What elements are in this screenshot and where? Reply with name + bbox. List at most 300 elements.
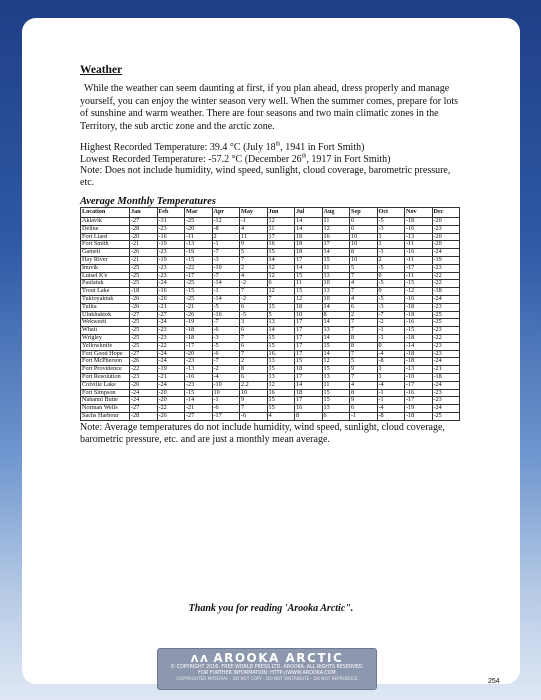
temperature-cell: -12	[405, 288, 433, 296]
temperature-records	[80, 142, 460, 188]
temperature-cell: 4	[267, 412, 295, 420]
temperature-cell: -24	[130, 397, 158, 405]
temperature-cell: 17	[322, 241, 350, 249]
table-row	[81, 225, 460, 233]
temperature-cell: -5	[212, 342, 240, 350]
temperature-cell: 7	[350, 327, 378, 335]
temperature-cell: -10	[212, 264, 240, 272]
temperature-cell: -22	[432, 334, 460, 342]
column-header-month: Mar	[185, 208, 213, 218]
temperature-cell: 7	[350, 272, 378, 280]
temperature-cell: 14	[295, 381, 323, 389]
temperature-cell: -11	[185, 233, 213, 241]
temperature-cell: 10	[322, 295, 350, 303]
temperature-cell: -17	[405, 397, 433, 405]
temperature-cell: 18	[295, 366, 323, 374]
temperature-cell: -26	[157, 295, 185, 303]
temperature-cell: -14	[405, 342, 433, 350]
temperature-cell: 14	[322, 319, 350, 327]
temperature-cell: -16	[405, 249, 433, 257]
temperature-cell: -14	[212, 295, 240, 303]
temperature-cell: -23	[432, 264, 460, 272]
temperature-cell: -20	[157, 389, 185, 397]
temperature-cell: -3	[377, 303, 405, 311]
temperature-cell: -18	[405, 311, 433, 319]
temperature-cell: 6	[240, 303, 268, 311]
temperature-cell: 10	[295, 311, 323, 319]
temperature-cell: 14	[322, 303, 350, 311]
temperature-cell: -17	[212, 412, 240, 420]
temperature-cell: 14	[267, 256, 295, 264]
temperature-cell: -20	[432, 241, 460, 249]
temperature-cell: -15	[185, 256, 213, 264]
temperature-cell: -25	[130, 272, 158, 280]
temperature-cell: 7	[240, 256, 268, 264]
temperature-cell: -4	[377, 350, 405, 358]
location-cell: Lutsel K'e	[81, 272, 130, 280]
temperature-cell: -6	[212, 405, 240, 413]
temperature-cell: 13	[322, 288, 350, 296]
temperature-cell: -3	[377, 225, 405, 233]
temperature-cell: 7	[240, 350, 268, 358]
temperature-cell: -21	[185, 303, 213, 311]
temperature-cell: -28	[130, 225, 158, 233]
location-cell: Yellowknife	[81, 342, 130, 350]
location-cell: Wrigley	[81, 334, 130, 342]
table-body	[81, 218, 460, 421]
temperature-cell: 16	[267, 389, 295, 397]
temperature-cell: 2	[212, 233, 240, 241]
temperature-cell: 2.2	[240, 381, 268, 389]
temperature-cell: -14	[185, 397, 213, 405]
temperature-cell: 1	[377, 241, 405, 249]
temperature-cell: -21	[130, 241, 158, 249]
temperature-cell: 5	[240, 249, 268, 257]
table-header-row	[81, 208, 460, 218]
temperature-cell: -15	[185, 389, 213, 397]
temperature-cell: 2	[240, 358, 268, 366]
temperature-cell: -18	[405, 218, 433, 226]
temperature-cell: 17	[295, 342, 323, 350]
column-header-month: Aug	[322, 208, 350, 218]
temperature-cell: -4	[377, 381, 405, 389]
temperature-cell: 11	[322, 264, 350, 272]
temperature-cell: 3	[240, 319, 268, 327]
temperature-cell: 10	[240, 389, 268, 397]
temperature-cell: -19	[157, 241, 185, 249]
temperature-cell: -23	[185, 381, 213, 389]
temperature-cell: 15	[322, 256, 350, 264]
temperature-cell: 15	[267, 334, 295, 342]
temperature-cell: -23	[157, 334, 185, 342]
temperature-cell: -7	[212, 272, 240, 280]
temperature-cell: 18	[295, 241, 323, 249]
temperature-cell: -22	[185, 264, 213, 272]
temperature-cell: 13	[267, 373, 295, 381]
temperature-cell: 18	[295, 249, 323, 257]
temperature-cell: 17	[295, 256, 323, 264]
temperature-cell: 16.	[267, 350, 295, 358]
temperature-cell: 13	[267, 319, 295, 327]
temperature-cell: -26	[130, 295, 158, 303]
temperature-cell: 15	[267, 405, 295, 413]
temperature-cell: -25	[130, 280, 158, 288]
temperature-cell: -1	[240, 218, 268, 226]
temperature-cell: 7	[240, 334, 268, 342]
temperature-cell: -25	[130, 319, 158, 327]
temperature-cell: -24	[157, 280, 185, 288]
location-cell: Fort Simpson	[81, 389, 130, 397]
temperature-cell: -18	[432, 373, 460, 381]
temperature-cell: -27	[130, 311, 158, 319]
temperature-cell: 11	[295, 280, 323, 288]
temperature-cell: -1	[377, 327, 405, 335]
temperature-cell: -24	[432, 295, 460, 303]
column-header-month: May	[240, 208, 268, 218]
page-number: 254	[488, 678, 500, 685]
temperature-cell: 14	[322, 334, 350, 342]
location-cell: Paulatuk	[81, 280, 130, 288]
temperature-cell: 1	[377, 233, 405, 241]
temperature-cell: -18	[185, 327, 213, 335]
temperature-cell: -22	[432, 272, 460, 280]
location-cell: Tulita	[81, 303, 130, 311]
temperature-cell: -19	[185, 249, 213, 257]
temperature-cell: -23	[157, 249, 185, 257]
temperature-cell: 15	[295, 288, 323, 296]
temperature-cell: 10	[322, 280, 350, 288]
temperature-cell: 15	[267, 366, 295, 374]
temperature-cell: 15	[295, 358, 323, 366]
temperature-cell: -15	[405, 327, 433, 335]
temperature-cell: -3	[212, 334, 240, 342]
temperature-cell: -18	[405, 358, 433, 366]
temperature-cell: 5	[350, 264, 378, 272]
temperature-cell: -23	[432, 327, 460, 335]
temperature-cell: -25	[130, 342, 158, 350]
temperature-cell: -23	[432, 225, 460, 233]
temperature-cell: -21	[157, 373, 185, 381]
column-header-month: Jul	[295, 208, 323, 218]
temperature-cell: -15	[185, 288, 213, 296]
temperature-cell: -1	[377, 397, 405, 405]
temperature-cell: 15	[267, 342, 295, 350]
temperature-cell: -18	[405, 412, 433, 420]
temperature-cell: 16	[322, 233, 350, 241]
section-heading: Weather	[80, 64, 123, 76]
temperature-cell: -18	[405, 334, 433, 342]
footer-warning: COPYRIGHTED MATERIAL - DO NOT COPY - DO NOT DISTRIBUTE - DO NOT REPRODUCE	[176, 676, 358, 682]
temperature-cell: 15	[322, 366, 350, 374]
temperature-cell: -24	[432, 381, 460, 389]
temperature-cell: 8	[350, 334, 378, 342]
temperature-cell: 18	[295, 303, 323, 311]
temperature-cell: 6	[350, 303, 378, 311]
temperature-cell: -5	[212, 303, 240, 311]
highest-temp-text: Highest Recorded Temperature: 39.4 °C (July 18	[80, 142, 276, 153]
temperature-cell: -22	[157, 342, 185, 350]
temperature-cell: -5	[377, 218, 405, 226]
temperature-cell: 12	[322, 225, 350, 233]
temperature-cell: -6	[212, 350, 240, 358]
temperature-cell: -27	[185, 412, 213, 420]
temperature-cell: -20	[185, 225, 213, 233]
temperature-cell: -21	[157, 303, 185, 311]
temperature-cell: 7	[267, 295, 295, 303]
logo-icon: ʌʌ	[190, 651, 210, 665]
footer-copyright: © COPYRIGHT 2016. FREE WORLD PRESS LTD. AROOKA. ALL RIGHTS RESERVED.	[170, 665, 364, 670]
temperature-cell: -27	[130, 218, 158, 226]
temperature-cell: -23	[157, 327, 185, 335]
temperature-cell: 15	[267, 249, 295, 257]
temperature-cell: -5	[240, 311, 268, 319]
temperature-cell: 17	[295, 350, 323, 358]
temperature-cell: 13	[322, 272, 350, 280]
temperature-cell: 12	[267, 218, 295, 226]
temperature-cell: -26	[157, 412, 185, 420]
temperature-cell: -20	[432, 233, 460, 241]
temperature-cell: -22	[432, 280, 460, 288]
temperature-cell: -5	[377, 280, 405, 288]
temperature-cell: -24	[157, 319, 185, 327]
location-cell: Déline	[81, 225, 130, 233]
temperature-cell: -23	[432, 389, 460, 397]
highest-temp-sup: th	[275, 141, 281, 148]
temperature-cell: -26	[130, 381, 158, 389]
temperature-cell: 15	[267, 303, 295, 311]
temperature-cell: -3	[212, 256, 240, 264]
lowest-temp-text: Lowest Recorded Temperature: -57.2 °C (December 26	[80, 153, 302, 165]
temperature-cell: -7	[212, 358, 240, 366]
temperature-cell: -13	[405, 233, 433, 241]
temperature-cell: -5	[377, 264, 405, 272]
temperature-cell: -8	[377, 412, 405, 420]
location-cell: Colville Lake	[81, 381, 130, 389]
temperature-cell: 9	[350, 397, 378, 405]
temperature-cell: 17	[295, 334, 323, 342]
location-cell: Aklavik	[81, 218, 130, 226]
temperature-cell: -23	[432, 397, 460, 405]
temperature-cell: -18	[432, 288, 460, 296]
temperature-cell: 10	[350, 233, 378, 241]
temperature-cell: 16	[267, 241, 295, 249]
temperature-cell: 6	[322, 412, 350, 420]
bottom-note: Note: Average temperatures do not include humidity, wind speed, sunlight, cloud coverage, barometric pressure, etc. and are just a monthly mean average.	[80, 421, 445, 446]
temperature-cell: -19	[157, 256, 185, 264]
temperature-cell: 9	[240, 241, 268, 249]
temperature-cell: 6	[350, 405, 378, 413]
temperature-cell: -11	[405, 272, 433, 280]
temperature-cell: -23	[157, 272, 185, 280]
temperature-cell: 17	[295, 373, 323, 381]
temperature-cell: -7	[212, 249, 240, 257]
location-cell: Ulukhaktok	[81, 311, 130, 319]
temperature-cell: -24	[157, 381, 185, 389]
temperature-cell: -23	[432, 342, 460, 350]
temperature-cell: 14	[295, 264, 323, 272]
temperature-cell: 14	[295, 218, 323, 226]
temperature-cell: -17	[185, 272, 213, 280]
temperature-cell: -25	[432, 319, 460, 327]
footer-banner	[157, 648, 377, 690]
column-header-month: Jun	[267, 208, 295, 218]
temperature-cell: 15	[322, 397, 350, 405]
temperature-cell: 8	[322, 311, 350, 319]
temperature-cell: -20	[185, 350, 213, 358]
location-cell: Fort Good Hope	[81, 350, 130, 358]
temperature-cell: 6	[240, 342, 268, 350]
column-header-month: Feb	[157, 208, 185, 218]
temperature-cell: 8	[350, 249, 378, 257]
temperature-cell: 12	[267, 381, 295, 389]
temperature-cell: -13	[405, 366, 433, 374]
temperature-cell: 4	[350, 280, 378, 288]
temperature-cell: 12	[267, 272, 295, 280]
temperature-cell: -23	[157, 225, 185, 233]
location-cell: Wekweèti	[81, 319, 130, 327]
table-title: Average Monthly Temperatures	[80, 196, 216, 207]
temperature-cell: -20	[432, 218, 460, 226]
temperature-cell: -24	[157, 358, 185, 366]
temperature-cell: -19	[185, 319, 213, 327]
temperature-cell: -1	[377, 249, 405, 257]
location-cell: Gamèti	[81, 249, 130, 257]
temperature-cell: 9	[350, 366, 378, 374]
temperature-cell: -16	[212, 311, 240, 319]
temperature-cell: 6	[350, 218, 378, 226]
temperature-cell: -24	[157, 350, 185, 358]
temperature-cell: 4	[240, 225, 268, 233]
temperature-cell: -23	[432, 303, 460, 311]
temperature-cell: -13	[185, 241, 213, 249]
temperature-cell: -23	[157, 264, 185, 272]
temperature-cell: -17	[185, 342, 213, 350]
temperature-cell: -12	[212, 218, 240, 226]
temperature-cell: 0	[377, 342, 405, 350]
temperature-cell: 11	[322, 218, 350, 226]
temperature-cell: -6	[212, 327, 240, 335]
temperature-cell: 6	[350, 225, 378, 233]
temperature-cell: -1	[212, 241, 240, 249]
temperature-cell: 5	[267, 311, 295, 319]
temperature-cell: 13	[322, 405, 350, 413]
temperature-cell: 11	[267, 225, 295, 233]
location-cell: Inuvik	[81, 264, 130, 272]
temperature-cell: 18	[295, 389, 323, 397]
temperature-cell: 7	[350, 319, 378, 327]
temperature-cell: 10	[212, 389, 240, 397]
temperature-cell: -16	[157, 233, 185, 241]
temperature-cell: -25	[185, 280, 213, 288]
temperature-cell: -25	[130, 334, 158, 342]
column-header-month: Oct	[377, 208, 405, 218]
first-note: Note: Does not include humidity, wind speed, sunlight, cloud coverage, barometric pressure, etc.	[80, 165, 451, 188]
location-cell: Fort Providence	[81, 366, 130, 374]
temperature-cell: 12	[267, 264, 295, 272]
temperature-cell: 13	[322, 373, 350, 381]
temperature-cell: -16	[405, 389, 433, 397]
temperature-cell: -20	[157, 397, 185, 405]
temperature-cell: -8	[377, 358, 405, 366]
temperature-cell: -25	[432, 311, 460, 319]
column-header-month: Sep	[350, 208, 378, 218]
column-header-month: Nov	[405, 208, 433, 218]
temperature-cell: -26	[130, 358, 158, 366]
temperature-cell: 7	[240, 288, 268, 296]
temperature-cell: 14	[322, 249, 350, 257]
location-cell: Sachs Harbour	[81, 412, 130, 420]
temperature-cell: 10	[350, 241, 378, 249]
temperature-cell: -18	[405, 303, 433, 311]
table-row	[81, 412, 460, 420]
temperature-cell: -17	[405, 381, 433, 389]
temperature-cell: 12	[295, 295, 323, 303]
temperature-cell: 9	[240, 397, 268, 405]
temperature-cell: -23	[130, 373, 158, 381]
temperature-cell: -4	[377, 405, 405, 413]
table-row	[81, 381, 460, 389]
temperature-cell: 2	[350, 311, 378, 319]
temperature-cell: -13	[185, 366, 213, 374]
temperature-cell: 1	[377, 366, 405, 374]
temperature-cell: 13	[322, 327, 350, 335]
temperature-cell: -22	[130, 366, 158, 374]
temperature-cell: -18	[405, 350, 433, 358]
footer-logo	[158, 651, 376, 665]
temperature-cell: 12	[267, 288, 295, 296]
temperature-cell: 7	[350, 350, 378, 358]
temperature-cell: 16	[295, 405, 323, 413]
temperature-cell: -19	[432, 256, 460, 264]
temperature-cell: -1	[212, 397, 240, 405]
location-cell: Whatì	[81, 327, 130, 335]
temperature-cell: 14	[322, 350, 350, 358]
temperature-cell: 4	[240, 272, 268, 280]
temperature-cell: -21	[130, 256, 158, 264]
temperature-cell: -26	[185, 311, 213, 319]
lowest-temp-sup: th	[301, 153, 307, 160]
temperature-cell: 17	[295, 319, 323, 327]
thanks-text: Thank you for reading 'Arooka Arctic".	[188, 603, 354, 614]
temperature-cell: 6	[240, 327, 268, 335]
temperature-cell: 11	[322, 381, 350, 389]
temperature-cell: 13	[267, 358, 295, 366]
column-header-month: Apr	[212, 208, 240, 218]
temperature-cell: -19	[157, 366, 185, 374]
temperature-cell: -25	[185, 295, 213, 303]
temperature-cell: -1	[212, 288, 240, 296]
document-page	[22, 18, 520, 684]
location-cell: Tuktoyaktuk	[81, 295, 130, 303]
footer-info: FOR FURTHER INFORMATION: HTTP://WWW.AROOKA.COM	[198, 670, 336, 676]
temperature-cell: 2	[240, 264, 268, 272]
temperature-cell: 15	[295, 272, 323, 280]
temperature-cell: -2	[212, 366, 240, 374]
temperature-cell: -18	[185, 334, 213, 342]
temperature-cell: 15	[267, 397, 295, 405]
lowest-temp-line	[80, 154, 460, 166]
location-cell: Nahanni Butte	[81, 397, 130, 405]
temperature-cell: -23	[432, 350, 460, 358]
temperature-cell: -2	[240, 280, 268, 288]
temperature-cell: -26	[130, 303, 158, 311]
temperature-cell: -1	[377, 334, 405, 342]
temperature-cell: 8	[240, 366, 268, 374]
temperature-cell: -16	[157, 288, 185, 296]
temperature-cell: -10	[212, 381, 240, 389]
temperature-cell: -25	[185, 218, 213, 226]
lowest-temp-suffix: , 1917 in Fort Smith)	[306, 153, 391, 165]
